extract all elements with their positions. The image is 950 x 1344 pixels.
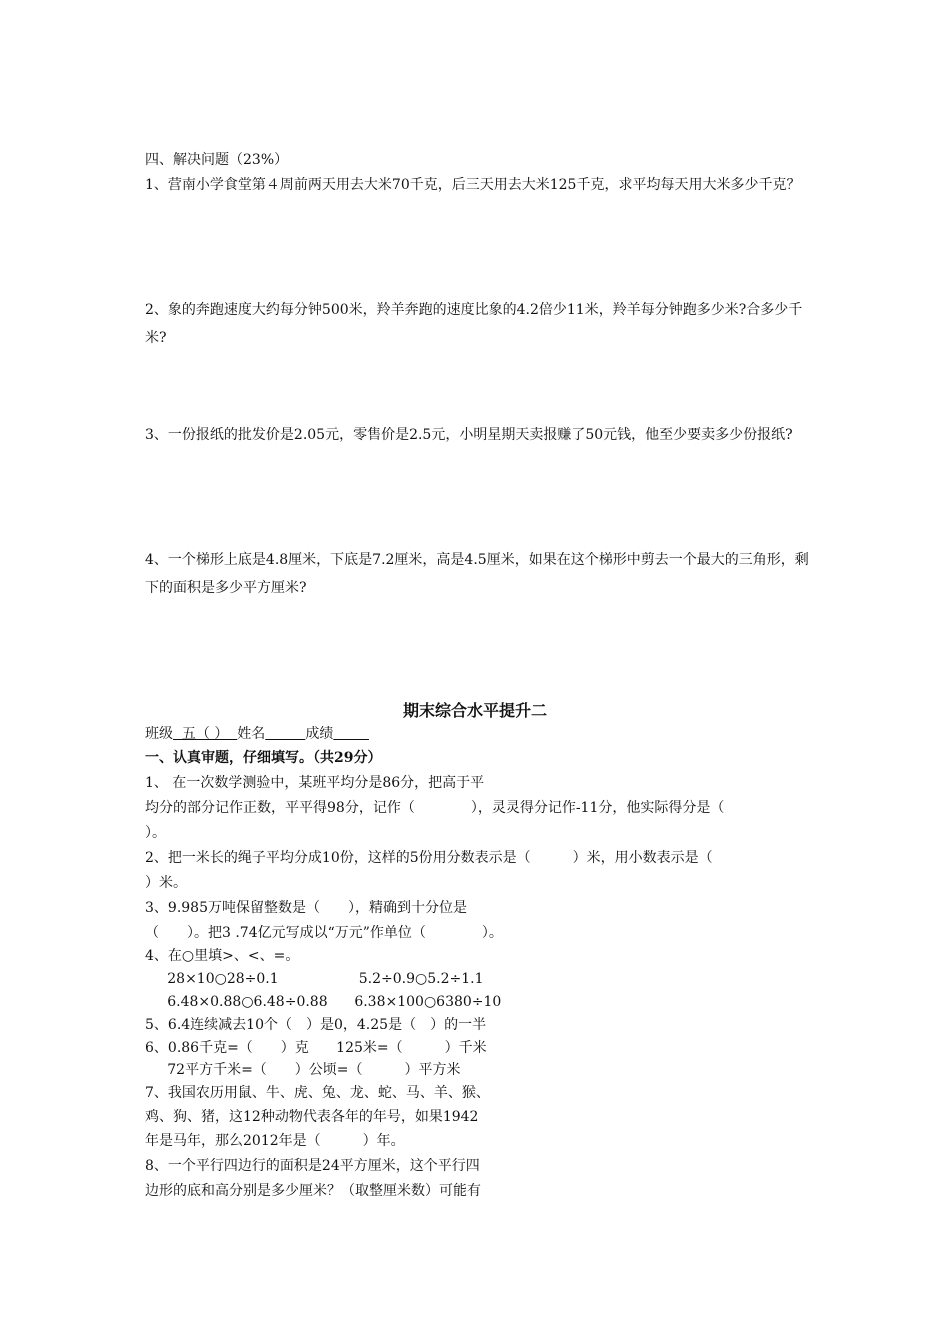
name-blank (265, 726, 305, 742)
class-blank: 五（ ） (173, 726, 238, 742)
exam-title: 期末综合水平提升二 (402, 701, 547, 720)
exam-line: ）。 (145, 825, 166, 841)
exam-line: 6.48×0.88○6.48÷0.88 6.38×100○6380÷10 (145, 994, 502, 1010)
exam-line: 1、 在一次数学测验中，某班平均分是86分，把高于平 (145, 775, 485, 791)
exam-line: 4、在○里填>、<、=。 (145, 948, 300, 964)
exam-line: 鸡、狗、猪，这12种动物代表各年的年号，如果1942 (145, 1109, 479, 1125)
exam-line: 边形的底和高分别是多少厘米？（取整厘米数）可能有 (145, 1183, 481, 1199)
problem-4: 4、一个梯形上底是4.8厘米，下底是7.2厘米，高是4.5厘米，如果在这个梯形中剪去一个最大的三角形，剩下的面积是多少平方厘米? (145, 552, 809, 596)
exam-line: 6、0.86千克=（ ）克 125米=（ ）千米 (145, 1040, 487, 1056)
exam-line: 3、9.985万吨保留整数是（ ），精确到十分位是 (145, 900, 467, 916)
section-heading-problem-solving: 四、解决问题（23%） (145, 152, 289, 168)
exam-line: 28×10○28÷0.1 5.2÷0.9○5.2÷1.1 (145, 971, 484, 987)
exam-line: 年是马年，那么2012年是（ ）年。 (145, 1133, 405, 1149)
exam-line: 均分的部分记作正数，平平得98分，记作（ ），灵灵得分记作-11分，他实际得分是（ (145, 800, 725, 816)
problem-1: 1、营南小学食堂第４周前两天用去大米70千克，后三天用去大米125千克，求平均每天用大米多少千克？ (145, 177, 801, 193)
score-blank (333, 726, 369, 742)
class-label: 班级 (145, 726, 173, 742)
problem-3: 3、一份报纸的批发价是2.05元，零售价是2.5元，小明星期天卖报赚了50元钱，他至少要卖多少份报纸? (145, 427, 793, 443)
exam-line: 2、把一米长的绳子平均分成10份，这样的5份用分数表示是（ ）米，用小数表示是（ (145, 850, 713, 866)
student-info-row (145, 724, 815, 744)
exam-line: 5、6.4连续减去10个（ ）是0，4.25是（ ）的一半 (145, 1017, 487, 1033)
exam-line: ）米。 (145, 875, 187, 891)
exam-line: 7、我国农历用鼠、牛、虎、兔、龙、蛇、马、羊、猴、 (145, 1085, 490, 1101)
exam-line: （ ）。把3 .74亿元写成以“万元”作单位（ ）。 (145, 925, 503, 941)
exam-line: 8、一个平行四边行的面积是24平方厘米，这个平行四 (145, 1158, 480, 1174)
exam-line: 72平方千米=（ ）公顷=（ ）平方米 (145, 1062, 461, 1078)
name-label: 姓名 (237, 726, 266, 742)
score-label: 成绩 (305, 726, 334, 742)
section-heading-fill-in: 一、认真审题，仔细填写。（共29分） (145, 750, 382, 766)
problem-2: 2、象的奔跑速度大约每分钟500米，羚羊奔跑的速度比象的4.2倍少11米，羚羊每分钟跑多少米?合多少千米? (145, 302, 803, 346)
